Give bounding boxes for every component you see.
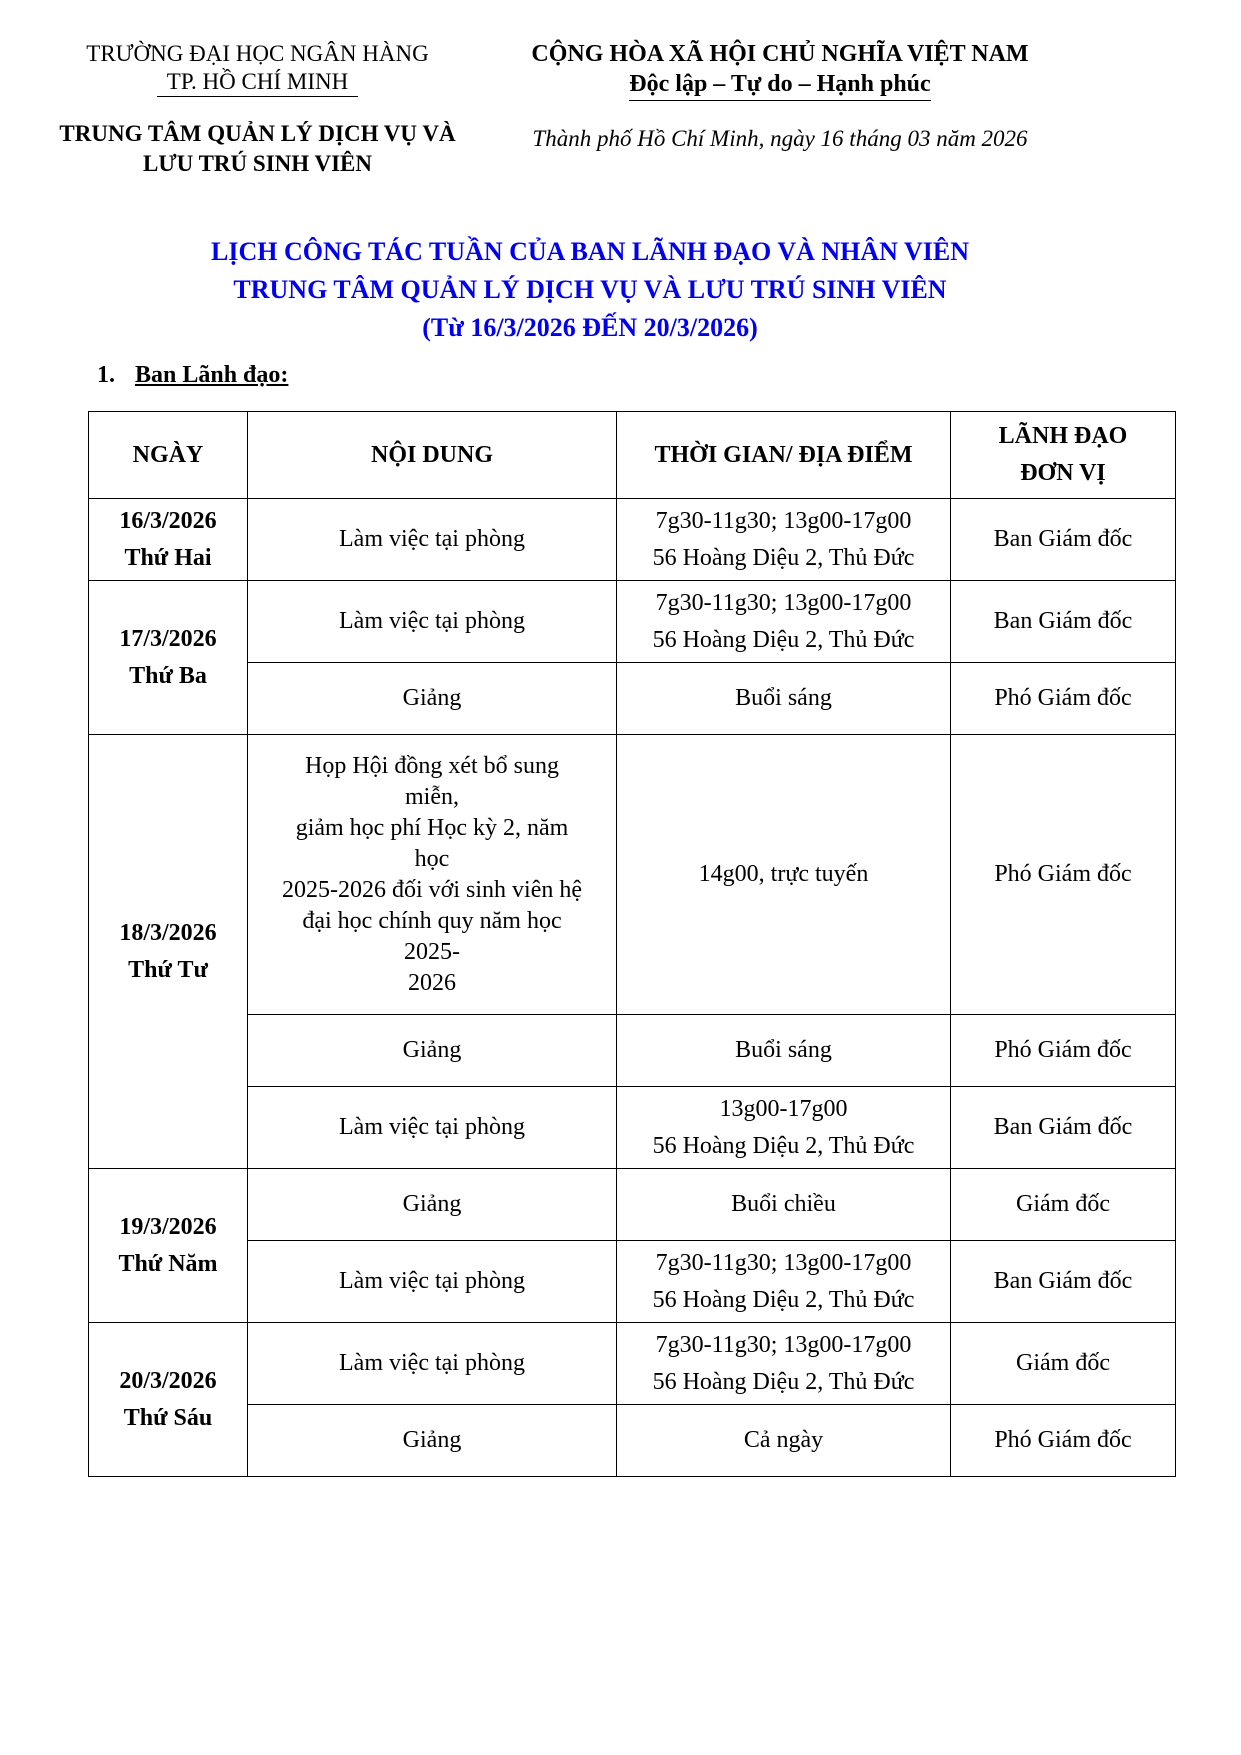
time-place-cell: 14g00, trực tuyến: [617, 735, 951, 1015]
content-cell: Làm việc tại phòng: [248, 1087, 617, 1169]
section-number: 1.: [97, 362, 115, 388]
content-cell: Giảng: [248, 1015, 617, 1087]
content-line: đại học chính quy năm học: [302, 907, 562, 934]
content-cell: Làm việc tại phòng: [248, 581, 617, 663]
header-leader-line2: ĐƠN VỊ: [1020, 460, 1106, 486]
leader-cell: Giám đốc: [951, 1323, 1176, 1405]
content-cell: Làm việc tại phòng: [248, 499, 617, 581]
document-date: Thành phố Hồ Chí Minh, ngày 16 tháng 03 năm 2026: [532, 126, 1028, 151]
day-cell: [89, 499, 248, 581]
day-cell: [89, 1323, 248, 1477]
content-line: 2025-: [404, 938, 460, 965]
header-leader-line1: LÃNH ĐẠO: [998, 423, 1128, 449]
day-weekday: Thứ Ba: [129, 662, 207, 689]
title-line1: LỊCH CÔNG TÁC TUẦN CỦA BAN LÃNH ĐẠO VÀ NHÂN VIÊN: [211, 237, 969, 266]
time-place-cell: Buổi sáng: [617, 663, 951, 735]
day-weekday: Thứ Năm: [118, 1250, 218, 1277]
table-row: [89, 663, 1176, 735]
day-date: 20/3/2026: [119, 1367, 217, 1394]
day-cell: [89, 735, 248, 1169]
document-title: [0, 233, 1180, 347]
table-row: [89, 735, 1176, 1015]
title-line3: (Từ 16/3/2026 ĐẾN 20/3/2026): [422, 313, 758, 342]
place-text: 56 Hoàng Diệu 2, Thủ Đức: [652, 626, 915, 653]
day-date: 19/3/2026: [119, 1213, 217, 1240]
leader-cell: Ban Giám đốc: [951, 1087, 1176, 1169]
table-row: [89, 499, 1176, 581]
content-cell: Giảng: [248, 1169, 617, 1241]
content-cell: Làm việc tại phòng: [248, 1241, 617, 1323]
leader-cell: Ban Giám đốc: [951, 499, 1176, 581]
content-line: 2026: [408, 969, 456, 996]
table-row: [89, 1087, 1176, 1169]
header-leader: [951, 412, 1176, 499]
leader-cell: Phó Giám đốc: [951, 663, 1176, 735]
unit-name: [55, 119, 460, 179]
day-date: 17/3/2026: [119, 625, 217, 652]
leader-cell: Phó Giám đốc: [951, 735, 1176, 1015]
table-row: [89, 1015, 1176, 1087]
unit-name-line1: TRUNG TÂM QUẢN LÝ DỊCH VỤ VÀ: [59, 121, 456, 146]
national-motto: Độc lập – Tự do – Hạnh phúc: [629, 68, 930, 101]
schedule-table: [88, 411, 1176, 1477]
table-row: [89, 1405, 1176, 1477]
time-text: 7g30-11g30; 13g00-17g00: [655, 1249, 912, 1276]
table-header-row: [89, 412, 1176, 499]
title-line2: TRUNG TÂM QUẢN LÝ DỊCH VỤ VÀ LƯU TRÚ SINH VIÊN: [233, 275, 947, 304]
place-text: 56 Hoàng Diệu 2, Thủ Đức: [652, 1368, 915, 1395]
university-city: TP. HỒ CHÍ MINH: [157, 68, 358, 97]
content-cell: Giảng: [248, 1405, 617, 1477]
day-weekday: Thứ Tư: [128, 956, 208, 983]
section-heading: [97, 362, 288, 389]
day-cell: [89, 1169, 248, 1323]
header-right: [530, 40, 1030, 153]
place-text: 56 Hoàng Diệu 2, Thủ Đức: [652, 544, 915, 571]
content-line: miễn,: [405, 783, 459, 810]
time-place-cell: [617, 1323, 951, 1405]
table-row: [89, 581, 1176, 663]
header-time-place: THỜI GIAN/ ĐỊA ĐIỂM: [617, 412, 951, 499]
time-place-cell: Buổi chiều: [617, 1169, 951, 1241]
time-text: 13g00-17g00: [719, 1095, 848, 1122]
leader-cell: Phó Giám đốc: [951, 1405, 1176, 1477]
place-text: 56 Hoàng Diệu 2, Thủ Đức: [652, 1132, 915, 1159]
content-line: 2025-2026 đối với sinh viên hệ: [282, 876, 582, 903]
unit-name-line2: LƯU TRÚ SINH VIÊN: [143, 151, 372, 176]
content-line: Họp Hội đồng xét bổ sung: [305, 752, 559, 779]
time-place-cell: [617, 1241, 951, 1323]
content-line: học: [414, 845, 450, 872]
leader-cell: Ban Giám đốc: [951, 1241, 1176, 1323]
leader-cell: Giám đốc: [951, 1169, 1176, 1241]
time-place-cell: [617, 581, 951, 663]
day-weekday: Thứ Sáu: [123, 1404, 213, 1431]
section-label: Ban Lãnh đạo:: [135, 362, 289, 388]
content-line: giảm học phí Học kỳ 2, năm: [295, 814, 569, 841]
table-row: [89, 1323, 1176, 1405]
content-cell: Giảng: [248, 663, 617, 735]
day-date: 16/3/2026: [119, 507, 217, 534]
header-day: NGÀY: [89, 412, 248, 499]
content-cell: [248, 735, 617, 1015]
national-title: CỘNG HÒA XÃ HỘI CHỦ NGHĨA VIỆT NAM: [531, 41, 1029, 67]
time-text: 7g30-11g30; 13g00-17g00: [655, 507, 912, 534]
time-text: 7g30-11g30; 13g00-17g00: [655, 1331, 912, 1358]
day-weekday: Thứ Hai: [124, 544, 212, 571]
table-row: [89, 1241, 1176, 1323]
header-left: [55, 40, 460, 179]
day-cell: [89, 581, 248, 735]
university-name: TRƯỜNG ĐẠI HỌC NGÂN HÀNG: [86, 41, 429, 66]
leader-cell: Phó Giám đốc: [951, 1015, 1176, 1087]
place-text: 56 Hoàng Diệu 2, Thủ Đức: [652, 1286, 915, 1313]
content-cell: Làm việc tại phòng: [248, 1323, 617, 1405]
day-date: 18/3/2026: [119, 919, 217, 946]
header-content: NỘI DUNG: [248, 412, 617, 499]
leader-cell: Ban Giám đốc: [951, 581, 1176, 663]
time-place-cell: [617, 499, 951, 581]
time-place-cell: Cả ngày: [617, 1405, 951, 1477]
time-place-cell: Buổi sáng: [617, 1015, 951, 1087]
time-place-cell: [617, 1087, 951, 1169]
time-text: 7g30-11g30; 13g00-17g00: [655, 589, 912, 616]
table-row: [89, 1169, 1176, 1241]
